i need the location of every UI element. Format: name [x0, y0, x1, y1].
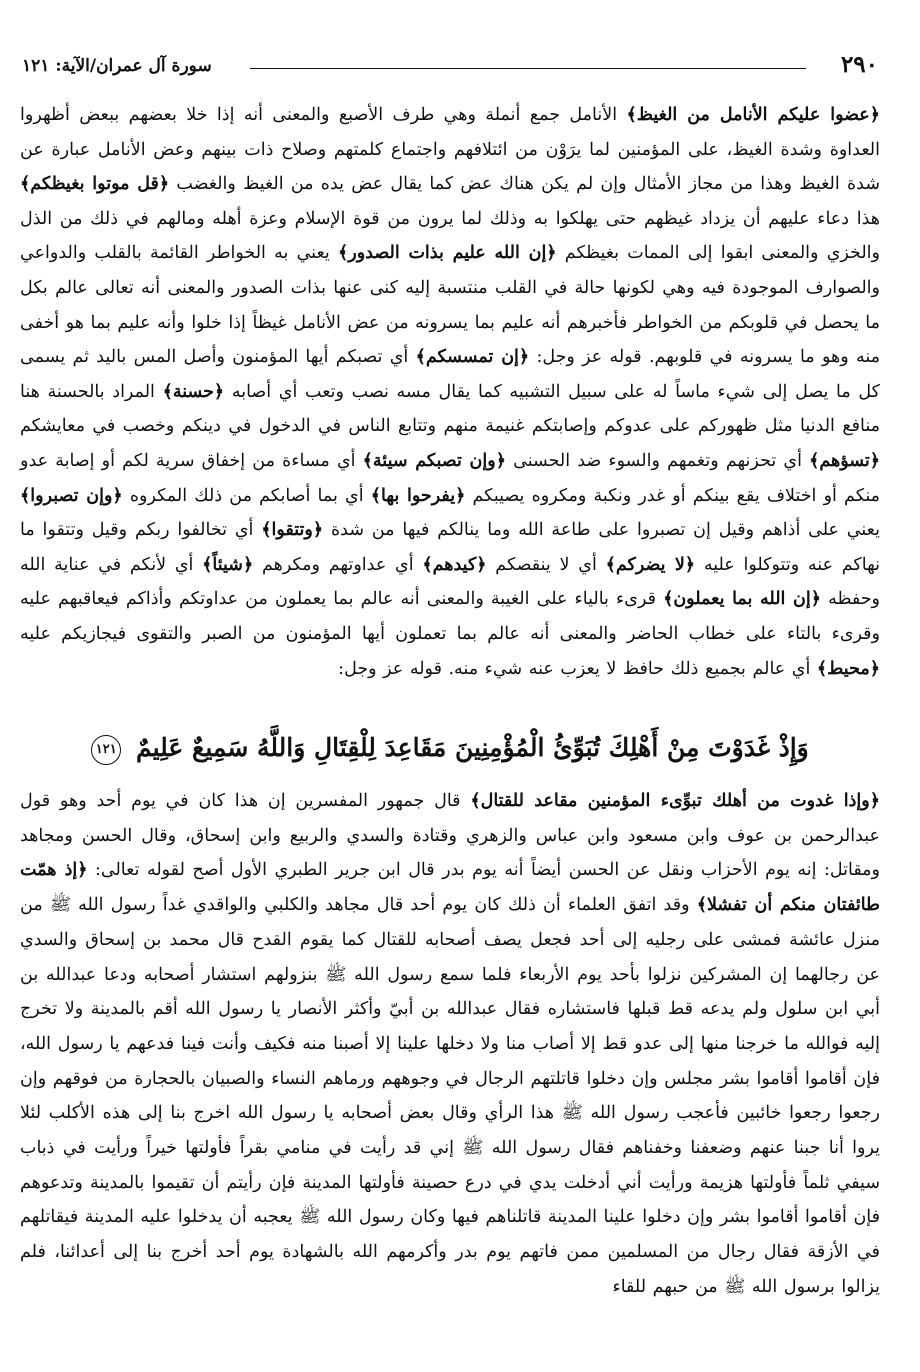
commentary-text: أي عداوتهم ومكرهم [253, 554, 423, 575]
commentary-text: يعني على أذاهم وقيل إن تصبروا على طاعة الله وما ينالكم فيها من شدة [323, 520, 880, 541]
commentary-text: أي لأنكم في عناية الله وحفظه [20, 554, 880, 610]
quran-quote: ﴿إن تمسسكم﴾ [415, 347, 530, 368]
quran-quote: ﴿إذ همّت طائفتان منكم أن تفشلا﴾ [20, 860, 880, 916]
page-number: ٢٩٠ [840, 51, 878, 78]
commentary-text: المراد بالحسنة هنا منافع الدنيا مثل ظهوركم على عدوكم وإصابتكم غنيمة منهم وتتابع الناس في الدخول في دينكم وخصب في معايشكم [20, 381, 880, 437]
quran-quote: ﴿وإن تصبكم سيئة﴾ [362, 450, 506, 471]
commentary-text: أي تحزنهم وتغمهم والسوء ضد الحسنى [505, 450, 810, 471]
quran-quote: ﴿وإن تصبروا﴾ [20, 485, 123, 506]
running-header [22, 50, 878, 82]
commentary-text: الأنامل جمع أنملة وهي طرف الأصبع والمعنى أنه إذا خلا بعضهم ببعض أظهروا العداوة وشدة الغيظ، على المؤمنين لما يرَوْن من ائتلافهم واجتماع كلمتهم وصلاح ذات بينهم وعض الأنامل عبارة عن شدة الغيظ وهذا من مجاز الأمثال وإن لم يكن هناك عض كما يقال عض يده من الغيظ والغضب [20, 105, 880, 195]
commentary-block-2 [20, 784, 880, 1305]
verse-number-medallion: ١٢١ [91, 735, 121, 765]
quran-quote: ﴿حسنة﴾ [162, 381, 225, 402]
commentary-text: قال جمهور المفسرين إن هذا كان في يوم أحد وهو قول عبدالرحمن بن عوف وابن مسعود وابن عباس والزهري وقتادة والسدي والربيع وابن إسحاق، وقال الحسن ومجاهد ومقاتل: إنه يوم الأحزاب ونقل عن الحسن أيضاً أنه يوم بدر قال ابن جرير الطبري الأول أصح لقوله تعالى: [20, 791, 880, 881]
quran-quote: ﴿إن الله عليم بذات الصدور﴾ [337, 243, 557, 264]
commentary-text: أي عالم بجميع ذلك حافظ لا يعزب عنه شيء منه. قوله عز وجل: [338, 658, 817, 679]
quran-quote: ﴿تسؤهم﴾ [809, 450, 881, 471]
header-rule [250, 68, 806, 69]
commentary-paragraph [20, 98, 880, 686]
commentary-text: وقد اتفق العلماء أن ذلك كان يوم أحد قال مجاهد والكلبي والواقدي غداً رسول الله ﷺ من منزل عائشة فمشى على رجليه إلى أحد فجعل يصف أصحابه للقتال كما يقوم القدح قال محمد بن إسحاق والسدي عن رجالهما إن المشركين نزلوا بأحد يوم الأربعاء فلما سمع رسول الله ﷺ بنزولهم استشار أصحابه ودعا عبدالله بن أبي ابن سلول ولم يدعه قط قبلها فاستشاره فقال عبدالله بن أبيّ وأكثر الأنصار يا رسول الله أقم بالمدينة ولا تخرج إليه فوالله ما خرجنا منها إلى عدو قط إلا أصاب منا ولا دخلها علينا إلا أصبنا منه فكيف وأنت فينا فدعهم يا رسول الله، فإن أقاموا أقاموا بشر مجلس وإن دخلوا قاتلتهم الرجال في وجوههم ورماهم النساء والصبيان بالحجارة من فوقهم وإن رجعوا رجعوا خائبين فأعجب رسول الله ﷺ هذا الرأي وقال بعض أصحابه يا رسول الله اخرج بنا إلى هذه الأكلب لئلا يروا أنا جبنا عنهم وضعفنا وخفناهم فقال رسول الله ﷺ إني قد رأيت في منامي بقراً فأولتها خيراً ورأيت في ذباب سيفي ثلماً فأولتها هزيمة ورأيت أني أدخلت يدي في درع حصينة فأولتها المدينة فإن رأيتم أن تقيموا بالمدينة وتدعوهم فإن أقاموا أقاموا بشر وإن دخلوا علينا المدينة قاتلناهم فيها وكان رسول الله ﷺ يعجبه أن يدخلوا عليه المدينة فيقاتلهم في الأزقة فقال رجال من المسلمين ممن فاتهم يوم بدر وأكرمهم الله بالشهادة يوم أحد أخرج بنا إلى أعدائنا، فلم يزالوا برسول الله ﷺ من حبهم للقاء [20, 895, 880, 1297]
quran-quote: ﴿شيئاً﴾ [202, 554, 254, 575]
quran-quote: ﴿لا يضركم﴾ [605, 554, 696, 575]
commentary-text: أي تخالفوا ربكم وقيل وتتقوا ما نهاكم عنه وتتوكلوا عليه [20, 520, 881, 575]
commentary-text: يعني به الخواطر القائمة بالقلب والدواعي والصوارف الموجودة فيه وهي لكونها حالة في القلب منتسبة إليه كنى عنها بذات الصدور والمعنى أنه تعالى عالم بكل ما يحصل في قلوبكم من الخواطر فأخبرهم أنه عليم بما يسرونه من عض الأنامل غيظاً إذا خلوا وأنه عليم بما هو أخفى منه وهو ما يسرونه في قلوبهم. قوله عز وجل: [20, 243, 880, 368]
quran-quote: ﴿كيدهم﴾ [422, 554, 487, 575]
quran-quote: ﴿وتتقوا﴾ [261, 520, 324, 541]
quran-verse [20, 724, 880, 772]
quran-quote: ﴿يفرحوا بها﴾ [370, 485, 466, 506]
quran-quote: ﴿إن الله بما يعملون﴾ [663, 589, 822, 610]
commentary-paragraph [20, 784, 880, 1305]
quran-quote: ﴿محيط﴾ [816, 658, 880, 679]
commentary-text: هذا دعاء عليهم أن يزداد غيظهم حتى يهلكوا به وذلك لما يرون من قوة الإسلام وعزة أهله ومالهم في ذلك من الذل والخزي والمعنى ابقوا إلى الممات بغيظكم [20, 208, 880, 264]
surah-reference: سورة آل عمران/الآية: ١٢١ [22, 56, 212, 76]
commentary-block-1 [20, 98, 880, 686]
commentary-text: أي مساءة من إخفاق سرية لكم أو إصابة عدو منكم أو اختلاف يقع بينكم أو غدر ونكبة ومكروه يصيبكم [20, 450, 881, 506]
quran-quote: ﴿وإذا غدوت من أهلك تبوِّىء المؤمنين مقاعد للقتال﴾ [470, 791, 880, 811]
quran-quote: ﴿عضوا عليكم الأنامل من الغيظ﴾ [626, 105, 881, 125]
commentary-text: أي بما أصابكم من ذلك المكروه [122, 485, 371, 506]
commentary-text: قرىء بالياء على الغيبة والمعنى أنه عالم بما يعملون من عداوتكم وأذاكم فيعاقبهم عليه وقرىء بالتاء على خطاب الحاضر والمعنى أنه عالم بما تعملون أيها المؤمنون من الصبر والتقوى فيجازيكم عليه [20, 589, 880, 644]
commentary-text: أي لا ينقصكم [486, 554, 606, 575]
commentary-text: أي تصبكم أيها المؤمنون وأصل المس باليد ثم يسمى كل ما يصل إلى شيء ماساً له على سبيل التشبيه كما يقال مسه نصب وتعب أي أصابه [20, 347, 880, 402]
quran-quote: ﴿قل موتوا بغيظكم﴾ [20, 174, 170, 195]
verse-text: وَإِذْ غَدَوْتَ مِنْ أَهْلِكَ تُبَوِّئُ الْمُؤْمِنِينَ مَقَاعِدَ لِلْقِتَالِ وَاللَّهُ سَمِيعٌ عَلِيمٌ [135, 733, 809, 762]
